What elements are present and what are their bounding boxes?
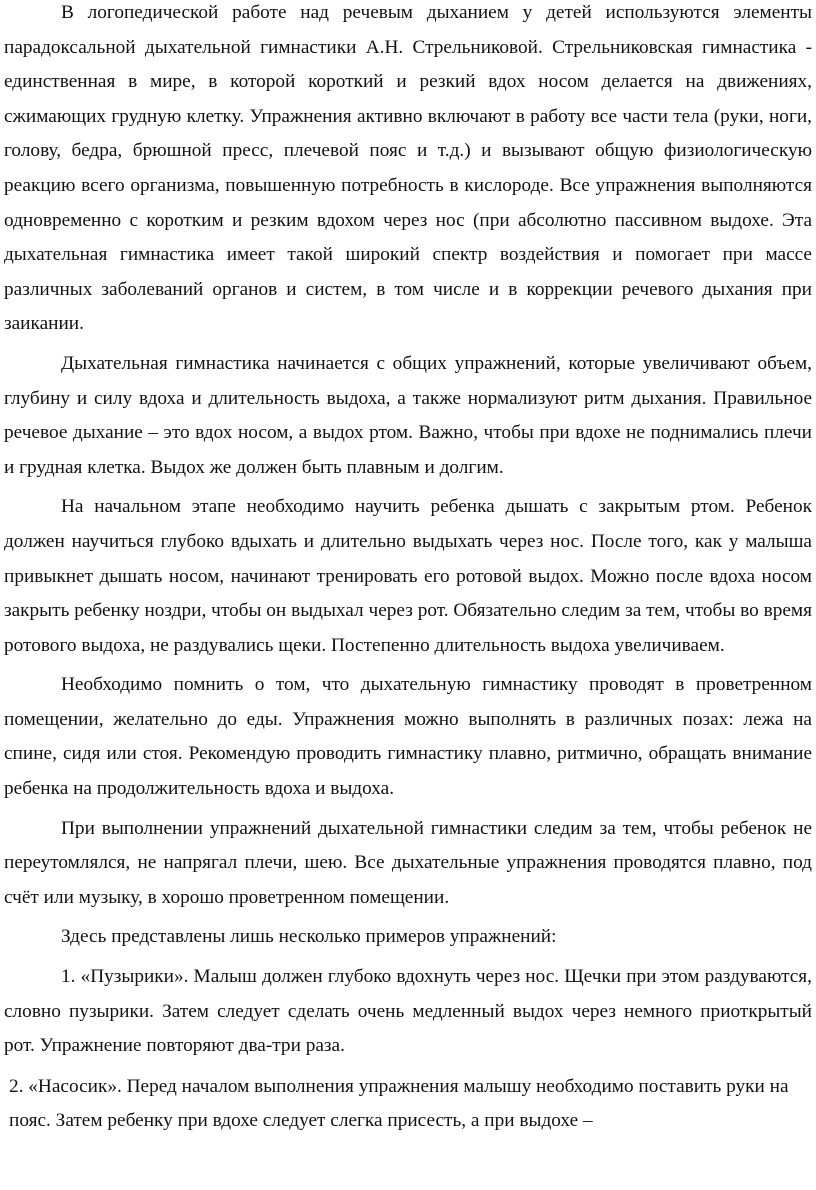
paragraph-breathing-gymnastics: Дыхательная гимнастика начинается с общих упражнений, которые увеличивают объем, глубину и силу вдоха и длительность выдоха, а также нормализуют ритм дыхания. Правильное речевое дыхание – это вдох носом, а выдох ртом. Важно, чтобы при вдохе не поднимались плечи и грудная клетка. Выдох же должен быть плавным и долгим. [4,352,812,478]
paragraph-examples-intro: Здесь представлены лишь несколько примеров упражнений: [61,926,557,948]
paragraph-initial-stage: На начальном этапе необходимо научить ребенка дышать с закрытым ртом. Ребенок должен научиться глубоко вдыхать и длительно выдыхать через нос. После того, как у малыша привыкнет дышать носом, начинают тренировать его ротовой выдох. Можно после вдоха носом закрыть ребенку ноздри, чтобы он выдыхал через рот. Обязательно следим за тем, чтобы во время ротового выдоха, не раздувались щеки. Постепенно длительность выдоха увеличиваем. [4,496,812,656]
list-item-pump: 2. «Насосик». Перед началом выполнения упражнения малышу необходимо поставить руки на пояс. Затем ребенку при вдохе следует слегка присесть, а при выдохе – [9,1075,789,1132]
paragraph-performance: При выполнении упражнений дыхательной гимнастики следим за тем, чтобы ребенок не переутомлялся, не напрягал плечи, шею. Все дыхательные упражнения проводятся плавно, под счёт или музыку, в хорошо проветренном помещении. [4,817,812,908]
paragraph-intro: В логопедической работе над речевым дыханием у детей используются элементы парадоксальной дыхательной гимнастики А.Н. Стрельниковой. Стрельниковская гимнастика - единственная в мире, в которой короткий и резкий вдох носом делается на движениях, сжимающих грудную клетку. Упражнения активно включают в работу все части тела (руки, ноги, голову, бедра, брюшной пресс, плечевой пояс и т.д.) и вызывают общую физиологическую реакцию всего организма, повышенную потребность в кислороде. Все упражнения выполняются одновременно с коротким и резким вдохом через нос (при абсолютно пассивном выдохе. Эта дыхательная гимнастика имеет такой широкий спектр воздействия и помогает при массе различных заболеваний органов и систем, в том числе и в коррекции речевого дыхания при заикании. [4,2,812,335]
list-item-bubbles: 1. «Пузырики». Малыш должен глубоко вдохнуть через нос. Щечки при этом раздуваются, словно пузырики. Затем следует сделать очень медленный выдох через немного приоткрытый рот. Упражнение повторяют два-три раза. [4,966,812,1057]
paragraph-conditions: Необходимо помнить о том, что дыхательную гимнастику проводят в проветренном помещении, желательно до еды. Упражнения можно выполнять в различных позах: лежа на спине, сидя или стоя. Рекомендую проводить гимнастику плавно, ритмично, обращать внимание ребенка на продолжительность вдоха и выдоха. [4,674,812,800]
